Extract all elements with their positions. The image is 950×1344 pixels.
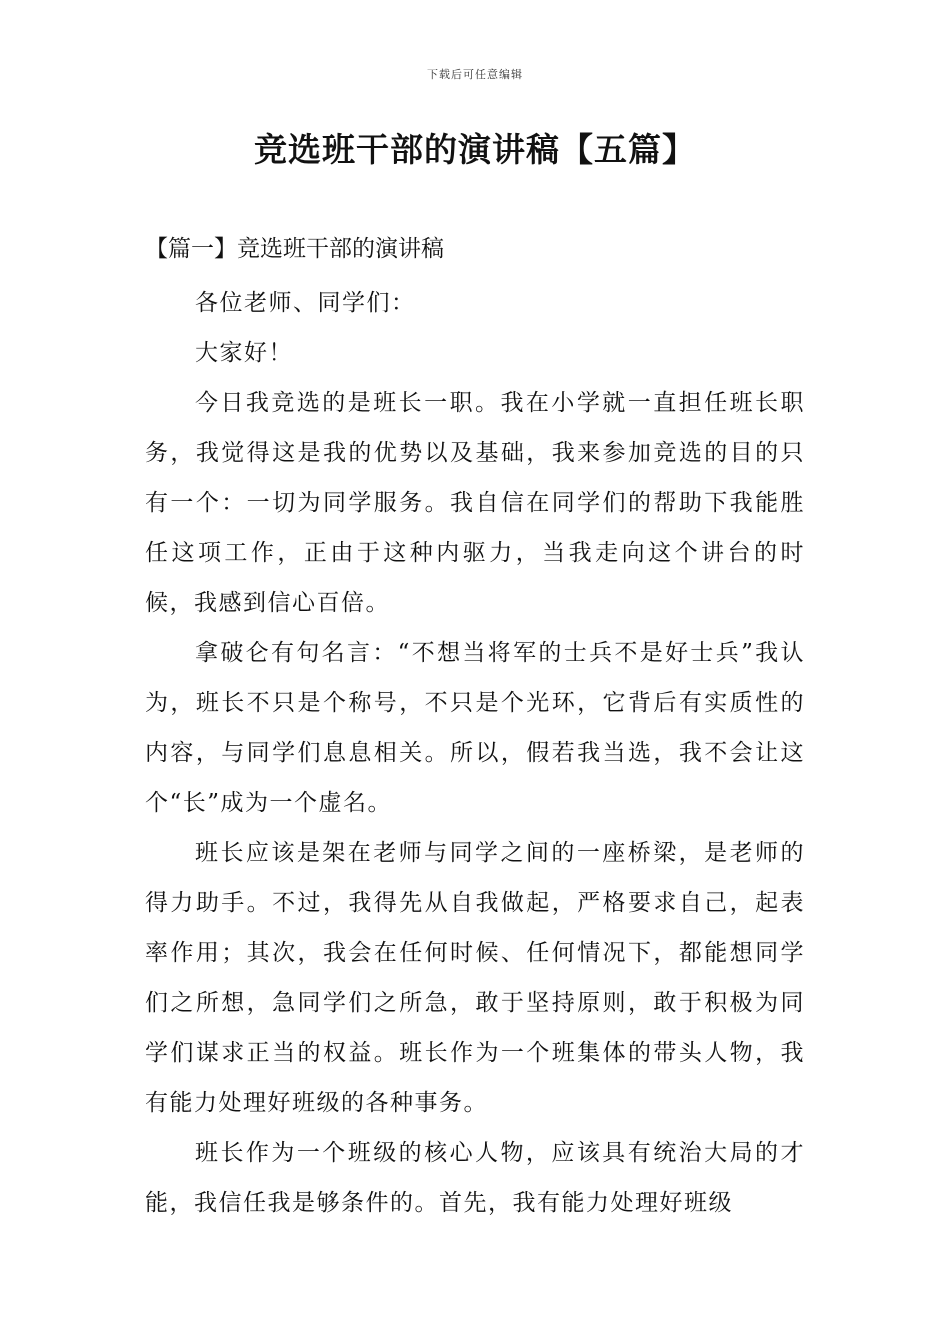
paragraph-quote: 拿破仑有句名言：“不想当将军的士兵不是好士兵”我认为，班长不只是个称号，不只是个光环，它背后有实质性的内容，与同学们息息相关。所以，假若我当选，我不会让这个“长”成为一个虚名。 xyxy=(145,640,805,816)
paragraph-hello: 大家好！ xyxy=(195,340,293,366)
paragraph-intro: 今日我竞选的是班长一职。我在小学就一直担任班长职务，我觉得这是我的优势以及基础，我来参加竞选的目的只有一个：一切为同学服务。我自信在同学们的帮助下我能胜任这项工作，正由于这种内驱力，当我走向这个讲台的时候，我感到信心百倍。 xyxy=(145,390,805,616)
paragraph-bridge: 班长应该是架在老师与同学之间的一座桥梁，是老师的得力助手。不过，我得先从自我做起，严格要求自己，起表率作用；其次，我会在任何时候、任何情况下，都能想同学们之所想，急同学们之所急，敢于坚持原则，敢于积极为同学们谋求正当的权益。班长作为一个班集体的带头人物，我有能力处理好班级的各种事务。 xyxy=(145,840,805,1116)
document-body xyxy=(145,228,805,1228)
section-heading: 【篇一】竞选班干部的演讲稿 xyxy=(145,236,444,262)
paragraph-core: 班长作为一个班级的核心人物，应该具有统治大局的才能，我信任我是够条件的。首先，我有能力处理好班级 xyxy=(145,1140,805,1216)
paragraph-greeting: 各位老师、同学们： xyxy=(195,290,416,316)
header-note: 下载后可任意编辑 xyxy=(427,68,523,81)
document-title: 竞选班干部的演讲稿【五篇】 xyxy=(254,130,696,169)
